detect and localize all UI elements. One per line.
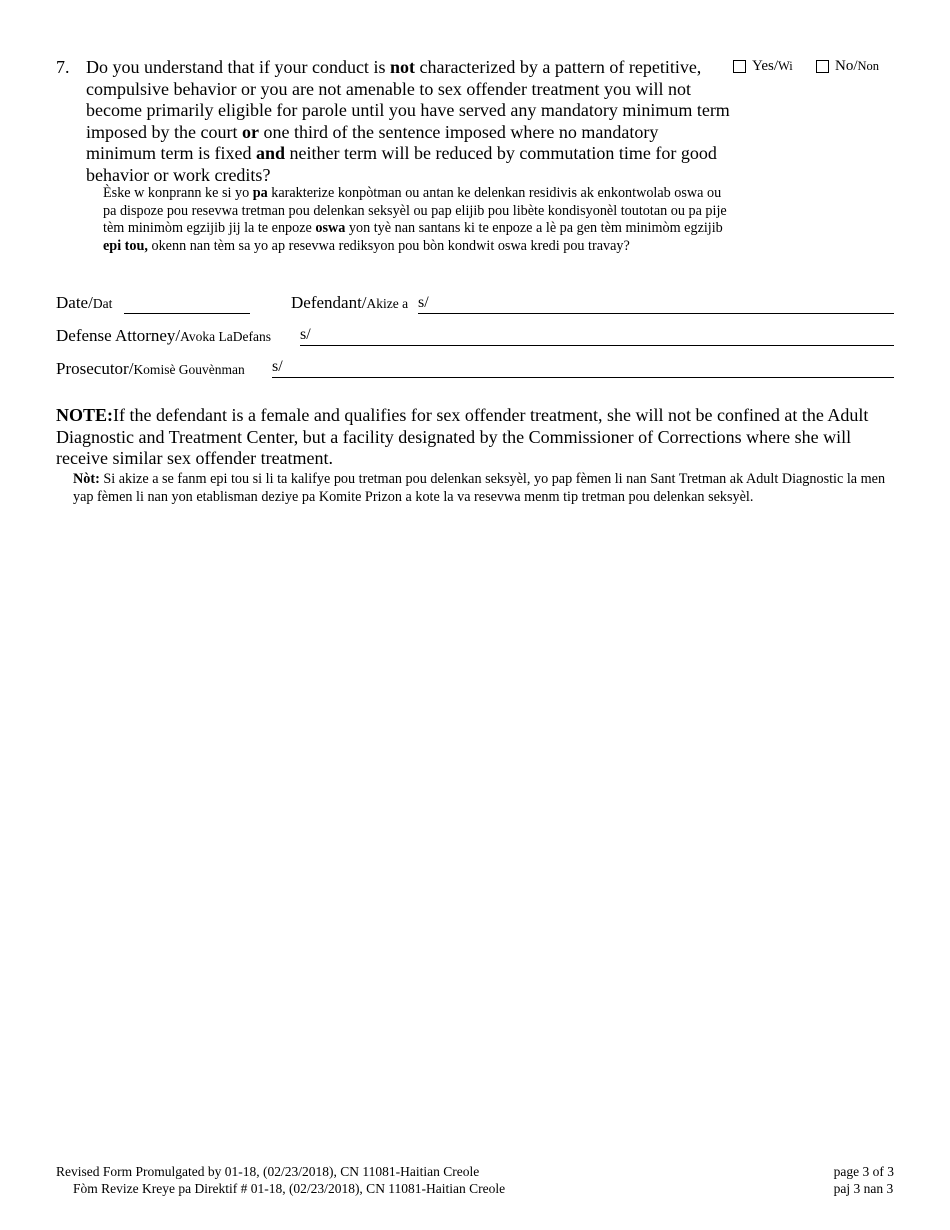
question-emphasis: oswa [315,220,346,237]
yes-checkbox[interactable] [733,57,793,75]
question-text-creole [103,185,733,255]
checkbox-icon [733,60,746,73]
question-text-part: yon tyè nan santans ki te enpoze a lè pa gen tèm minimòm egzijib [345,220,723,237]
note-creole [73,471,903,506]
attorney-label-creole: Avoka LaDefans [180,329,271,344]
defendant-label [291,293,408,314]
question-text-part: karakterize konpòtman ou antan ke delenkan residivis ak enkontwolab oswa ou pa dispoze pou resevwa tretman pou delenkan seksyèl ou pap elijib pou libète kondisyonèl toutotan ou pa pije tèm minimòm egzijib jij la te enpoze [103,185,727,237]
defense-attorney-label [56,326,271,347]
defendant-label-creole: Akize a [366,296,409,311]
prosecutor-signature-field[interactable] [272,359,894,378]
yes-label-creole: Wi [778,59,793,73]
question-text-part: characterized by a pattern of repetitive, compulsive behavior or you are not amenable to sex offender treatment you will not become primarily eligible for parole until you have served any mandatory minimum term imposed by the court [86,57,730,142]
footer-form-info [56,1163,505,1197]
question-text-part: Èske w konprann ke si yo [103,185,253,201]
page-number-english: page 3 of 3 [833,1164,894,1179]
note-text-creole: Si akize a se fanm epi tou si li ta kalifye pou tretman pou delenkan seksyèl, yo pap fèmen li nan Sant Tretman ak Adult Diagnostic la men yap fèmen li nan yon etablisman deziye pa Komite Prizon a kote la va resevwa menm tip tretman pou delenkan seksyèl. [73,471,886,505]
prosecutor-label-english: Prosecutor/ [56,359,134,378]
no-checkbox[interactable] [816,57,879,75]
yes-label: Yes/ [752,58,778,74]
footer-page-number [834,1163,894,1197]
question-emphasis: pa [252,185,268,201]
no-label: No/ [835,58,858,74]
note-label-creole: Nòt: [73,471,100,487]
checkbox-icon [816,60,829,73]
question-text-part: neither term will be reduced by commutation time for good behavior or work credits? [86,143,717,185]
question-emphasis: and [255,143,286,163]
note-english [56,405,901,470]
note-label: NOTE: [56,405,114,425]
defendant-signature-value: s/ [418,294,429,311]
defendant-signature-field[interactable] [418,295,894,314]
defendant-label-english: Defendant/ [291,293,367,312]
question-emphasis: epi tou, [103,237,148,254]
attorney-signature-value: s/ [300,326,311,343]
no-label-creole: Non [857,59,880,73]
page-number-creole: paj 3 nan 3 [833,1181,894,1196]
prosecutor-label-creole: Komisè Gouvènman [133,362,245,377]
question-text-part: okenn nan tèm sa yo ap resevwa rediksyon pou bòn kondwit oswa kredi pou travay? [147,237,630,254]
note-text: If the defendant is a female and qualifies for sex offender treatment, she will not be confined at the Adult Diagnostic and Treatment Center, but a facility designated by the Commissioner of Corrections where she will receive similar sex offender treatment. [56,405,869,468]
question-emphasis: or [241,121,259,142]
attorney-label-english: Defense Attorney/ [56,326,181,345]
footer-form-info-creole: Fòm Revize Kreye pa Direktif # 01-18, (02/23/2018), CN 11081-Haitian Creole [73,1181,506,1196]
question-number: 7. [56,57,70,77]
date-label-english: Date/ [56,293,93,312]
date-field[interactable] [124,295,250,314]
prosecutor-signature-value: s/ [272,358,283,375]
question-text-part: one third of the sentence imposed where no mandatory minimum term is fixed [86,121,659,163]
question-emphasis: not [389,57,415,77]
question-text-english [86,57,731,186]
footer-form-info-english: Revised Form Promulgated by 01-18, (02/23/2018), CN 11081-Haitian Creole [56,1164,480,1179]
defense-attorney-signature-field[interactable] [300,327,894,346]
date-label-creole: Dat [92,296,113,311]
prosecutor-label [56,359,245,380]
question-text-part: Do you understand that if your conduct is [86,57,390,77]
date-label [56,293,112,314]
